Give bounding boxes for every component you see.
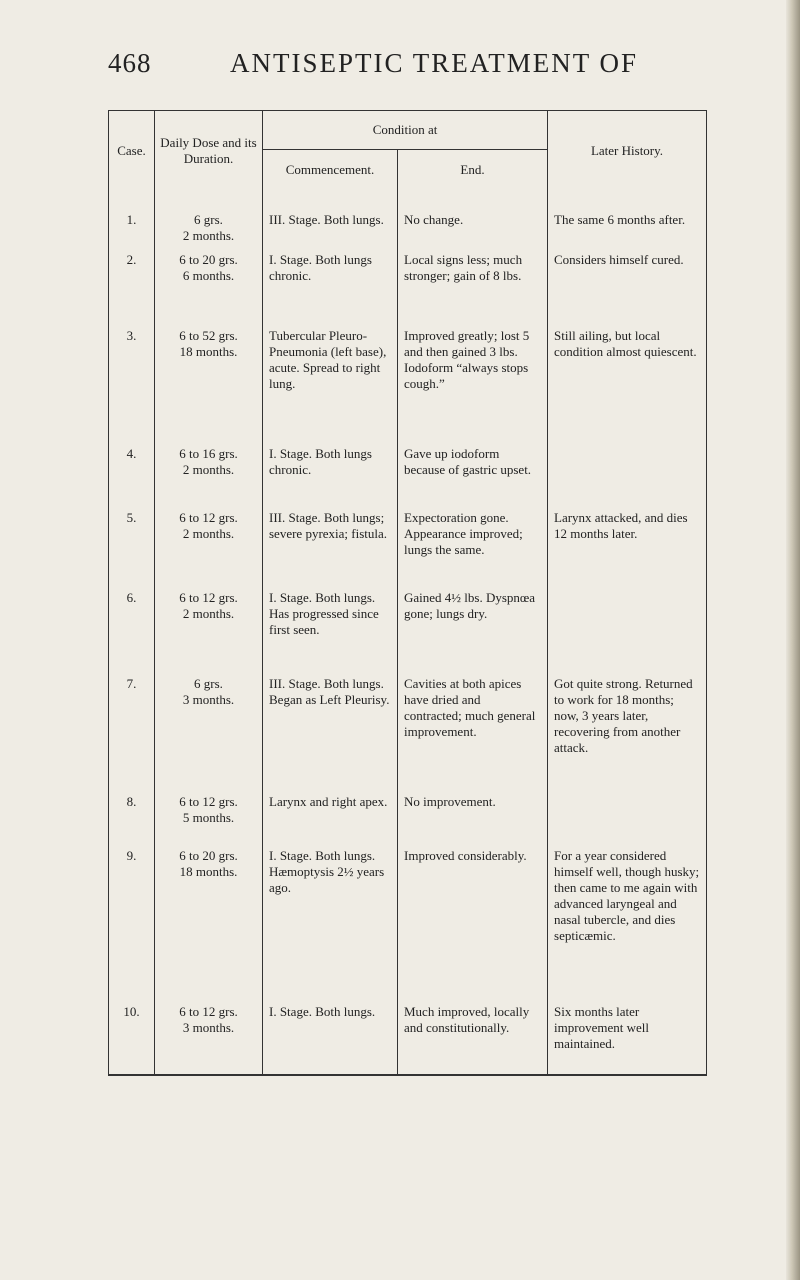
case-number: 9. <box>109 848 155 1004</box>
table-row <box>109 590 707 676</box>
daily-dose: 6 grs. 2 months. <box>155 190 263 252</box>
daily-dose: 6 to 52 grs. 18 months. <box>155 328 263 446</box>
table-row <box>109 676 707 794</box>
later-history: For a year considered himself well, though husky; then came to me again with advanced laryngeal and nasal tubercle, and dies septicæmic. <box>548 848 707 1004</box>
daily-dose: 6 to 20 grs. 18 months. <box>155 848 263 1004</box>
case-number: 4. <box>109 446 155 510</box>
later-history <box>548 590 707 676</box>
page-edge-shadow <box>786 0 800 1280</box>
table-row <box>109 190 707 252</box>
daily-dose: 6 to 12 grs. 2 months. <box>155 510 263 590</box>
condition-commencement: I. Stage. Both lungs. Hæmoptysis 2½ years ago. <box>263 848 398 1004</box>
condition-commencement: Larynx and right apex. <box>263 794 398 848</box>
header-later-history: Later History. <box>548 111 707 191</box>
header-condition: Condition at <box>263 111 548 150</box>
condition-end: Expectoration gone. Appearance improved; lungs the same. <box>398 510 548 590</box>
page-number: 468 <box>108 48 152 78</box>
table-row <box>109 794 707 848</box>
later-history: Got quite strong. Returned to work for 18 months; now, 3 years later, recovering from another attack. <box>548 676 707 794</box>
later-history: Still ailing, but local condition almost quiescent. <box>548 328 707 446</box>
table-row <box>109 510 707 590</box>
header-commencement: Commencement. <box>263 150 398 191</box>
daily-dose: 6 grs. 3 months. <box>155 676 263 794</box>
table-row <box>109 252 707 328</box>
later-history: Six months later improvement well maintained. <box>548 1004 707 1075</box>
case-number: 7. <box>109 676 155 794</box>
condition-end: Improved considerably. <box>398 848 548 1004</box>
condition-end: Cavities at both apices have dried and contracted; much general improvement. <box>398 676 548 794</box>
case-number: 5. <box>109 510 155 590</box>
table-row <box>109 446 707 510</box>
table-row <box>109 328 707 446</box>
header-dose: Daily Dose and its Duration. <box>155 111 263 191</box>
case-number: 3. <box>109 328 155 446</box>
condition-commencement: I. Stage. Both lungs chronic. <box>263 252 398 328</box>
case-number: 2. <box>109 252 155 328</box>
later-history: Considers himself cured. <box>548 252 707 328</box>
condition-commencement: III. Stage. Both lungs. <box>263 190 398 252</box>
condition-commencement: III. Stage. Both lungs; severe pyrexia; fistula. <box>263 510 398 590</box>
header-end: End. <box>398 150 548 191</box>
case-number: 10. <box>109 1004 155 1075</box>
case-number: 8. <box>109 794 155 848</box>
case-number: 1. <box>109 190 155 252</box>
condition-end: Improved greatly; lost 5 and then gained 3 lbs. Iodoform “always stops cough.” <box>398 328 548 446</box>
condition-end: No improvement. <box>398 794 548 848</box>
later-history: The same 6 months after. <box>548 190 707 252</box>
condition-commencement: III. Stage. Both lungs. Began as Left Pleurisy. <box>263 676 398 794</box>
condition-end: Local signs less; much stronger; gain of 8 lbs. <box>398 252 548 328</box>
table-row <box>109 1004 707 1075</box>
condition-end: Gained 4½ lbs. Dyspnœa gone; lungs dry. <box>398 590 548 676</box>
later-history <box>548 794 707 848</box>
condition-commencement: I. Stage. Both lungs. <box>263 1004 398 1075</box>
running-title: ANTISEPTIC TREATMENT OF <box>230 48 639 78</box>
table-row <box>109 848 707 1004</box>
daily-dose: 6 to 12 grs. 5 months. <box>155 794 263 848</box>
header-case: Case. <box>109 111 155 191</box>
case-number: 6. <box>109 590 155 676</box>
daily-dose: 6 to 20 grs. 6 months. <box>155 252 263 328</box>
daily-dose: 6 to 16 grs. 2 months. <box>155 446 263 510</box>
condition-commencement: Tubercular Pleuro-Pneumonia (left base), acute. Spread to right lung. <box>263 328 398 446</box>
daily-dose: 6 to 12 grs. 3 months. <box>155 1004 263 1075</box>
condition-end: Gave up iodoform because of gastric upset. <box>398 446 548 510</box>
condition-commencement: I. Stage. Both lungs chronic. <box>263 446 398 510</box>
later-history: Larynx attacked, and dies 12 months later. <box>548 510 707 590</box>
condition-end: No change. <box>398 190 548 252</box>
condition-end: Much improved, locally and constitutionally. <box>398 1004 548 1075</box>
daily-dose: 6 to 12 grs. 2 months. <box>155 590 263 676</box>
condition-commencement: I. Stage. Both lungs. Has progressed since first seen. <box>263 590 398 676</box>
later-history <box>548 446 707 510</box>
case-table <box>108 110 707 1076</box>
